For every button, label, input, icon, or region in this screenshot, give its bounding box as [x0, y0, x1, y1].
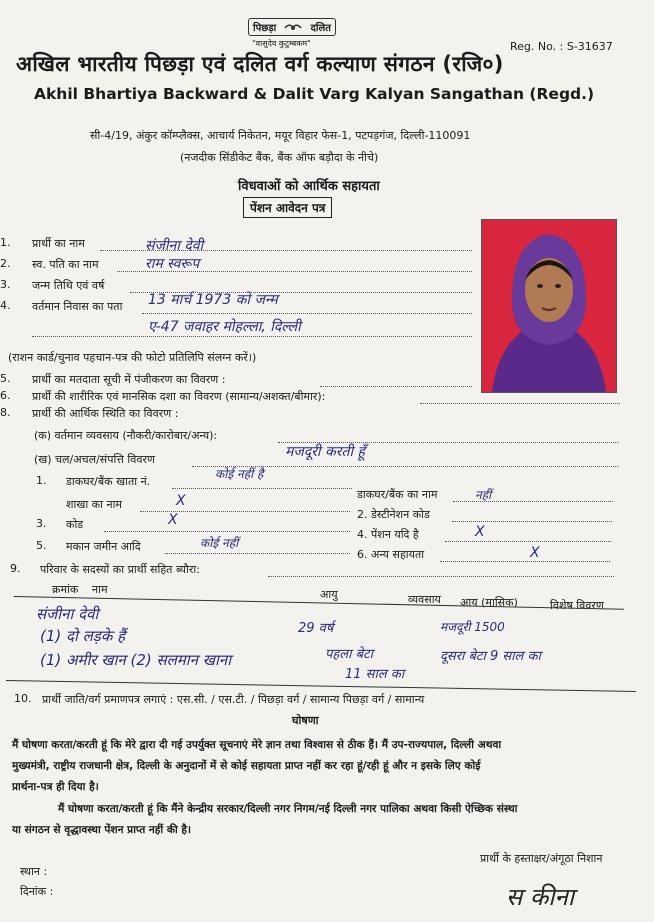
applicant-photo	[481, 219, 617, 393]
field-2-number: 2.	[0, 257, 11, 270]
date-label: दिनांक :	[20, 885, 54, 898]
family-header-rule	[14, 596, 624, 610]
code-value: X	[168, 512, 178, 528]
field-2-label: स्व. पति का नाम	[32, 258, 99, 271]
family-bottom-rule	[6, 680, 636, 692]
scheme-title: विधवाओं को आर्थिक सहायता	[238, 179, 380, 194]
field-1-number: 1.	[0, 236, 11, 249]
destination-code-label: 2. डेस्टीनेशन कोड	[357, 508, 430, 521]
org-title-english: Akhil Bhartiya Backward & Dalit Varg Kalyan Sangathan (Regd.)	[34, 85, 595, 103]
bank-account-line	[172, 488, 352, 489]
field-3-number: 3.	[0, 278, 11, 291]
property-line	[165, 553, 350, 554]
field-3-label: जन्म तिथि एवं वर्ष	[32, 279, 105, 292]
family-header-age: आयु	[320, 588, 338, 601]
field-2-value: राम स्वरूप	[145, 256, 200, 272]
field-8a-label: (क) वर्तमान व्यवसाय (नौकरी/कारोबार/अन्य):	[34, 429, 218, 442]
bank-name-label: डाकघर/बैंक का नाम	[357, 488, 438, 501]
family-header-serial: क्रमांक	[52, 583, 79, 596]
org-logo	[248, 18, 336, 36]
caste-label: प्रार्थी जाति/वर्ग प्रमाणपत्र लगाएं : एस.सी. / एस.टी. / पिछड़ा वर्ग / सामान्य पिछड़ा वर्ग / सामान्य	[42, 693, 425, 706]
destination-code-line	[452, 521, 612, 522]
bank-name-value: नहीं	[475, 488, 492, 502]
family-row-3-mid: पहला बेटा	[325, 647, 373, 662]
family-row-1-work: मजदूरी 1500	[440, 620, 505, 634]
field-4-line	[142, 313, 472, 314]
field-1-value: संजीना देवी	[145, 238, 204, 254]
pension-label: 4. पेंशन यदि है	[357, 528, 419, 541]
field-9-number: 9.	[10, 562, 21, 575]
woman-portrait-icon	[482, 220, 616, 392]
pension-line	[445, 541, 611, 542]
place-label: स्थान :	[20, 865, 48, 878]
declaration-para1-line1: मैं घोषणा करता/करती हूं कि मेरे द्वारा दी गई उपर्युक्त सूचनाएं मेरे ज्ञान तथा विश्वास से ठीक हैं। मैं उप-राज्यपाल, दिल्ली अथवा	[12, 739, 502, 751]
field-8-number: 8.	[0, 406, 11, 419]
logo-left-text: पिछड़ा	[253, 23, 277, 34]
property-value: कोई नहीं	[200, 536, 239, 550]
family-row-3-mid2: दूसरा बेटा 9 साल का	[440, 649, 541, 664]
family-row-3-age: 11 साल का	[345, 667, 405, 682]
field-4-note: (राशन कार्ड/चुनाव पहचान-पत्र की फोटो प्रतिलिपि संलग्न करें।)	[8, 351, 257, 364]
field-4-line-2	[32, 336, 472, 337]
bank-5-number: 5.	[36, 539, 47, 552]
field-5-number: 5.	[0, 372, 11, 385]
family-header-name: नाम	[92, 583, 108, 596]
declaration-para1-line3: प्रार्थना-पत्र ही दिया है।	[12, 781, 99, 793]
field-6-label: प्रार्थी की शारीरिक एवं मानसिक दशा का विवरण (सामान्य/अशक्त/बीमार):	[32, 390, 326, 403]
motto: "वासुदेव कुटुम्बकम"	[252, 39, 311, 48]
bank-3-number: 3.	[36, 517, 47, 530]
family-header-occupation: व्यवसाय	[408, 593, 441, 606]
field-4-value-1: 13 मार्च 1973 को जन्म	[148, 292, 278, 308]
family-header-remarks: विशेष विवरण	[550, 599, 604, 612]
family-row-1-age: 29 वर्ष	[298, 621, 334, 636]
code-label: कोड	[66, 518, 84, 531]
bank-account-value: कोई नहीं है	[215, 467, 264, 481]
declaration-para1-line2: मुख्यमंत्री, राष्ट्रीय राजधानी क्षेत्र, दिल्ली के अनुदानों में से कोई सहायता प्राप्त नहीं कर रहा हूं/रही हूं और न इसके लिए कोई	[12, 760, 481, 772]
other-aid-value: X	[530, 545, 540, 561]
field-5-label: प्रार्थी का मतदाता सूची में पंजीकरण का विवरण :	[32, 373, 226, 386]
field-4-number: 4.	[0, 299, 11, 312]
other-aid-line	[440, 561, 610, 562]
logo-right-text: दलित	[310, 23, 331, 34]
declaration-heading: घोषणा	[292, 714, 319, 727]
declaration-para2-line2: या संगठन से वृद्धावस्था पेंशन प्राप्त नहीं की है।	[12, 824, 192, 836]
bank-account-label: डाकघर/बैंक खाता नं.	[66, 475, 151, 488]
pension-value: X	[475, 524, 485, 540]
family-header-income: आय (मासिक)	[460, 596, 518, 609]
caste-number: 10.	[14, 692, 32, 705]
family-row-1-name: संजीना देवी	[36, 605, 99, 623]
field-6-number: 6.	[0, 389, 11, 402]
field-4-value-2: ए-47 जवाहर मोहल्ला, दिल्ली	[148, 319, 301, 335]
field-5-line	[320, 386, 472, 387]
field-1-label: प्रार्थी का नाम	[32, 237, 85, 250]
bank-1-number: 1.	[36, 474, 47, 487]
address-note: (नजदीक सिंडीकेट बैंक, बैंक ऑफ बड़ौदा के नीचे)	[180, 151, 379, 164]
handshake-icon	[284, 20, 302, 34]
org-title-hindi: अखिल भारतीय पिछड़ा एवं दलित वर्ग कल्याण संगठन (रजि०)	[16, 52, 504, 76]
applicant-signature: स कीना	[506, 883, 575, 911]
branch-label: शाखा का नाम	[66, 498, 122, 511]
form-title: पेंशन आवेदन पत्र	[243, 197, 332, 218]
field-8b-value: मजदूरी करती हूँ	[285, 444, 365, 460]
code-line	[104, 531, 350, 532]
other-aid-label: 6. अन्य सहायता	[357, 548, 425, 561]
org-address: सी-4/19, अंकुर कॉम्प्लैक्स, आचार्य निकेतन, मयूर विहार फेस-1, पटपड़गंज, दिल्ली-110091	[90, 129, 471, 142]
property-label: मकान जमीन आदि	[66, 540, 141, 553]
field-4-label: वर्तमान निवास का पता	[32, 300, 123, 313]
reg-number: Reg. No. : S-31637	[510, 40, 613, 53]
field-6-line	[420, 403, 620, 404]
declaration-para2-line1: मैं घोषणा करता/करती हूं कि मैंने केन्द्रीय सरकार/दिल्ली नगर निगम/नई दिल्ली नगर पालिका अथवा किसी ऐच्छिक संस्था	[58, 803, 518, 815]
family-row-2: (1) दो लड़के हैं	[40, 627, 126, 645]
field-8b-label: (ख) चल/अचल/संपत्ति विवरण	[34, 453, 155, 466]
field-9-label: परिवार के सदस्यों का प्रार्थी सहित ब्यौरा:	[40, 563, 200, 576]
signature-label: प्रार्थी के हस्ताक्षर/अंगूठा निशान	[480, 852, 603, 865]
field-8-label: प्रार्थी की आर्थिक स्थिति का विवरण :	[32, 407, 179, 420]
branch-value: X	[176, 493, 186, 509]
family-row-3: (1) अमीर खान (2) सलमान खाना	[40, 651, 232, 669]
field-9-line	[268, 576, 614, 577]
